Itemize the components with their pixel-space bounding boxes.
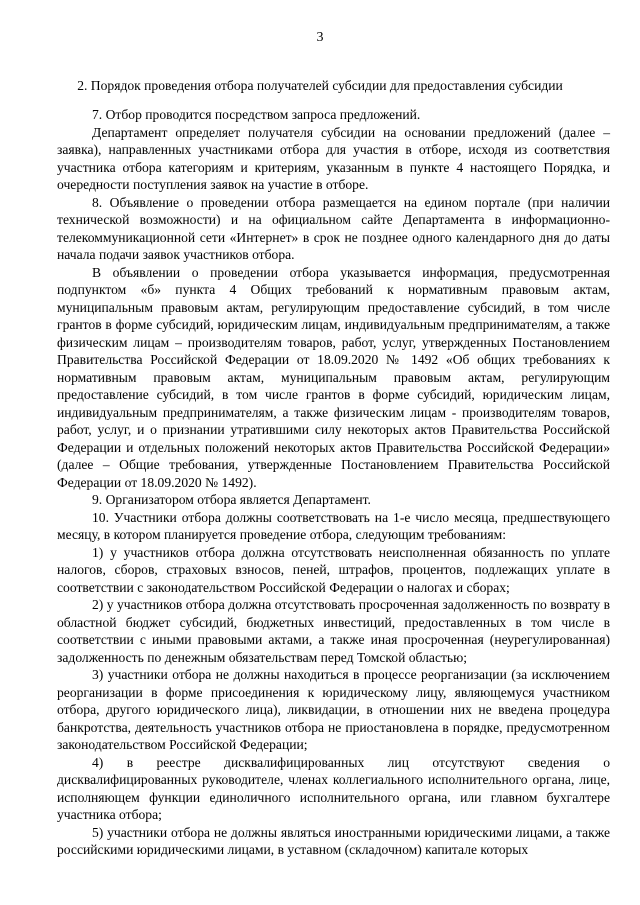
requirement-2: 2) у участников отбора должна отсутствовать просроченная задолженность по возврату в областной бюджет субсидий, бюджетных инвестиций, предоставленных в том числе в соответствии с иными правовыми актами, а также иная просроченная (неурегулированная) задолженность по денежным обязательствам перед Томской областью;	[57, 597, 610, 665]
paragraph-9: 9. Организатором отбора является Департамент.	[92, 492, 371, 507]
requirement-5: 5) участники отбора не должны являться иностранными юридическими лицами, а также российскими юридическими лицами, в уставном (складочном) капитале которых	[57, 824, 610, 857]
paragraph-8: 8. Объявление о проведении отбора размещается на едином портале (при наличии технической возможности) и на официальном сайте Департамента в информационно-телекоммуникационной сети «Интернет» в срок не позднее одного календарного дня до даты начала подачи заявок участников отбора.	[57, 194, 610, 262]
requirement-1: 1) у участников отбора должна отсутствовать неисполненная обязанность по уплате налогов, сборов, страховых взносов, пеней, штрафов, процентов, подлежащих уплате в соответствии с законодательством Российской Федерации о налогах и сборах;	[57, 544, 610, 595]
document-body	[57, 106, 610, 859]
requirement-3: 3) участники отбора не должны находиться в процессе реорганизации (за исключением реорганизации в форме присоединения к юридическому лицу, являющемуся участником отбора, другого юридического лица), ликвидации, в отношении них не введена процедура банкротства, деятельность участников отбора не приостановлена в порядке, предусмотренном законодательством Российской Федерации;	[57, 667, 610, 752]
requirement-4: 4) в реестре дисквалифицированных лиц отсутствуют сведения о дисквалифицированных руководителе, членах коллегиального исполнительного органа, лице, исполняющем функции единоличного исполнительного органа, или главном бухгалтере участника отбора;	[57, 754, 610, 822]
paragraph-7: 7. Отбор проводится посредством запроса предложений.	[92, 107, 421, 122]
page-number: 3	[316, 30, 324, 45]
paragraph-8-details: В объявлении о проведении отбора указывается информация, предусмотренная подпунктом «б» пункта 4 Общих требований к нормативным правовым актам, муниципальным правовым актам, регулирующим предоставление субсидий, в том числе грантов в форме субсидий, юридическим лицам, индивидуальным предпринимателям, а также физическим лицам – производителям товаров, работ, услуг, утвержденных Постановлением Правительства Российской Федерации от 18.09.2020 № 1492 «Об общих требованиях к нормативным правовым актам, муниципальным правовым актам, регулирующим предоставление субсидий, в том числе грантов в форме субсидий, юридическим лицам, индивидуальным предпринимателям, а также физическим лицам - производителям товаров, работ, услуг, и о признании утратившими силу некоторых актов Правительства Российской Федерации и отдельных положений некоторых актов Правительства Российской Федерации» (далее – Общие требования, утвержденные Постановлением Правительства Российской Федерации от 18.09.2020 № 1492).	[57, 264, 610, 490]
section-heading: 2. Порядок проведения отбора получателей субсидии для предоставления субсидии	[77, 78, 563, 93]
paragraph-7-details: Департамент определяет получателя субсидии на основании предложений (далее – заявка), направленных участниками отбора для участия в отборе, исходя из соответствия участника отбора категориям и критериям, указанным в пункте 4 настоящего Порядка, и очередности поступления заявок на участие в отборе.	[57, 124, 610, 192]
paragraph-10: 10. Участники отбора должны соответствовать на 1-е число месяца, предшествующего месяцу, в котором планируется проведение отбора, следующим требованиям:	[57, 509, 610, 542]
